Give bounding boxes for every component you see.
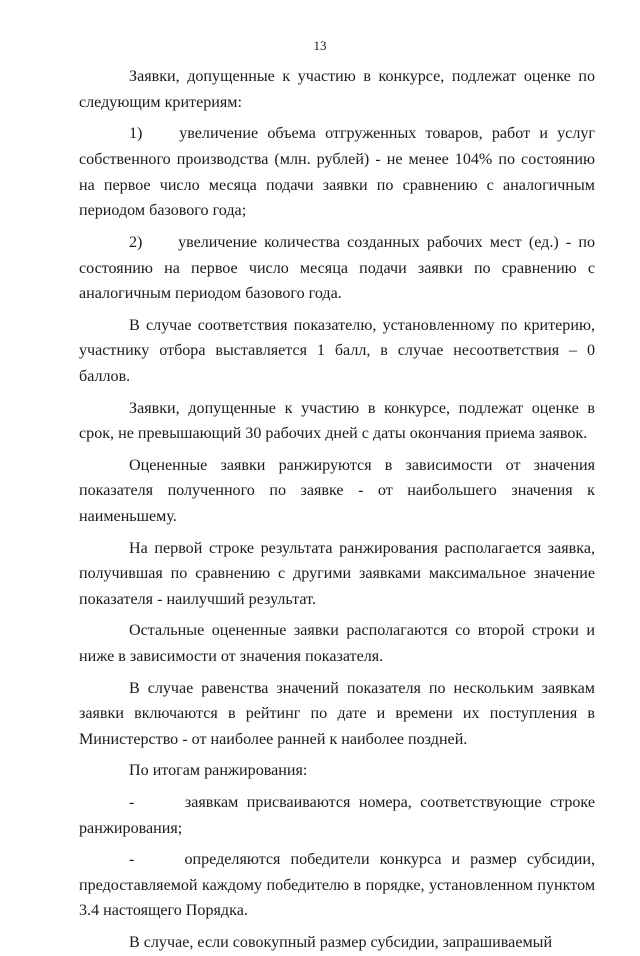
criterion-2: 2) увеличение количества созданных рабочих мест (ед.) - по состоянию на первое число месяца подачи заявки по сравнению с аналогичным периодом базового года. [79, 233, 595, 303]
list-item-numbers: - заявкам присваиваются номера, соответствующие строке ранжирования; [79, 793, 595, 837]
paragraph-ranking-results: По итогам ранжирования: [129, 762, 308, 780]
page-number: 13 [313, 38, 327, 53]
paragraph-other-rows: Остальные оцененные заявки располагаются со второй строки и ниже в зависимости от значения показателя. [79, 622, 595, 666]
document-body [79, 64, 595, 956]
paragraph-ranking: Оцененные заявки ранжируются в зависимости от значения показателя полученного по заявке - от наибольшего значения к наименьшему. [79, 456, 595, 526]
list-item-winners: - определяются победители конкурса и размер субсидии, предоставляемой каждому победителю в порядке, установленном пунктом 3.4 настоящего Порядка. [79, 850, 595, 920]
paragraph-scoring: В случае соответствия показателю, установленному по критерию, участнику отбора выставляется 1 балл, в случае несоответствия – 0 баллов. [79, 316, 595, 386]
paragraph-intro: Заявки, допущенные к участию в конкурсе, подлежат оценке по следующим критериям: [79, 68, 595, 111]
criterion-1: 1) увеличение объема отгруженных товаров, работ и услуг собственного производства (млн. рублей) - не менее 104% по состоянию на первое число месяца подачи заявки по сравнению с аналогичным периодом базового года; [79, 125, 595, 220]
paragraph-evaluation-term: Заявки, допущенные к участию в конкурсе, подлежат оценке в срок, не превышающий 30 рабочих дней с даты окончания приема заявок. [79, 399, 595, 443]
paragraph-equal-values: В случае равенства значений показателя по нескольким заявкам заявки включаются в рейтинг по дате и времени их поступления в Министерство - от наиболее ранней к наиболее поздней. [79, 679, 595, 749]
paragraph-subsidy-total: В случае, если совокупный размер субсидии, запрашиваемый [129, 933, 553, 951]
paragraph-first-row: На первой строке результата ранжирования располагается заявка, получившая по сравнению с другими заявками максимальное значение показателя - наилучший результат. [79, 539, 595, 609]
